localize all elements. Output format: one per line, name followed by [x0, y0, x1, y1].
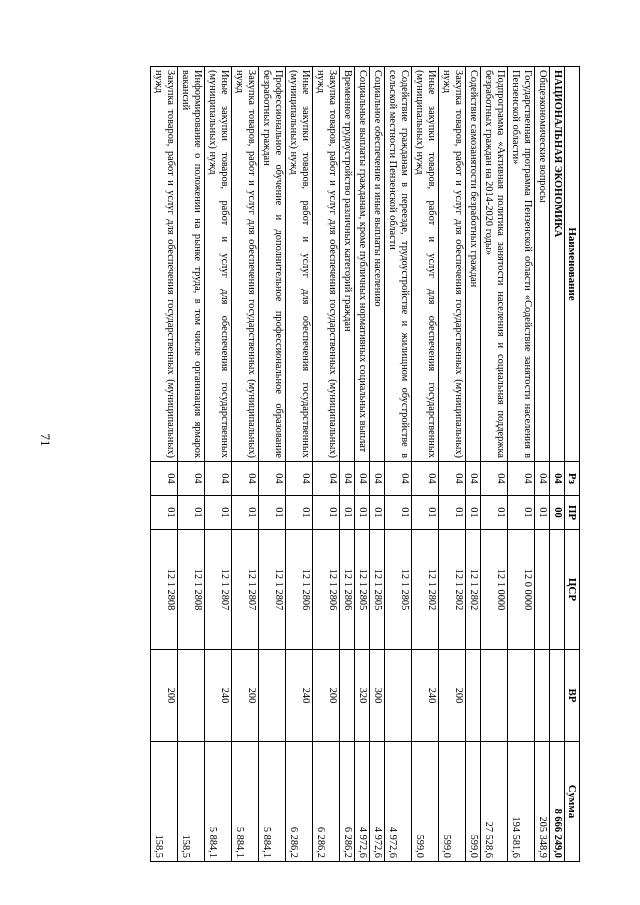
cell-pr: 00 — [550, 496, 565, 530]
cell-pr: 01 — [313, 496, 340, 530]
cell-vr — [550, 650, 565, 742]
header-vr: ВР — [565, 650, 580, 742]
header-pr: ПР — [565, 496, 580, 530]
cell-sum: 194 581,6 — [508, 742, 535, 862]
cell-vr: 240 — [205, 650, 232, 742]
cell-csr: 12 1 2806 — [313, 530, 340, 650]
cell-csr: 12 1 2802 — [412, 530, 439, 650]
table-row — [340, 67, 355, 862]
cell-csr: 12 1 2805 — [355, 530, 370, 650]
cell-rz: 04 — [466, 462, 481, 496]
cell-csr: 12 1 2807 — [205, 530, 232, 650]
cell-pr: 01 — [412, 496, 439, 530]
cell-name: Государственная программа Пензенской области «Содействие занятости населения в Пензенской области» — [508, 67, 535, 462]
cell-name: Иные закупки товаров, работ и услуг для обеспечения государственных (муниципальных) нужд — [286, 67, 313, 462]
cell-vr: 320 — [355, 650, 370, 742]
cell-pr: 01 — [466, 496, 481, 530]
table-row — [259, 67, 286, 862]
cell-csr: 12 1 2807 — [232, 530, 259, 650]
cell-vr — [535, 650, 550, 742]
cell-csr: 12 1 0000 — [481, 530, 508, 650]
cell-csr: 12 1 2806 — [286, 530, 313, 650]
cell-rz: 04 — [340, 462, 355, 496]
cell-csr: 12 1 2807 — [259, 530, 286, 650]
cell-csr: 12 0 0000 — [508, 530, 535, 650]
cell-name: Социальные выплаты гражданам, кроме публичных нормативных социальных выплат — [355, 67, 370, 462]
cell-csr: 12 1 2805 — [385, 530, 412, 650]
cell-name: Иные закупки товаров, работ и услуг для обеспечения государственных (муниципальных) нужд — [412, 67, 439, 462]
cell-rz: 04 — [550, 462, 565, 496]
cell-csr: 12 1 2808 — [178, 530, 205, 650]
cell-rz: 04 — [385, 462, 412, 496]
cell-pr: 01 — [259, 496, 286, 530]
cell-rz: 04 — [151, 462, 178, 496]
cell-name: Закупка товаров, работ и услуг для обеспечения государственных (муниципальных) нужд — [313, 67, 340, 462]
cell-rz: 04 — [259, 462, 286, 496]
cell-pr: 01 — [481, 496, 508, 530]
cell-sum: 158,5 — [178, 742, 205, 862]
cell-name: Содействие самозанятости безработных граждан — [466, 67, 481, 462]
table-row — [151, 67, 178, 862]
cell-vr — [178, 650, 205, 742]
table-row — [385, 67, 412, 862]
cell-name: Временное трудоустройство различных категорий граждан — [340, 67, 355, 462]
table-row — [481, 67, 508, 862]
cell-rz: 04 — [439, 462, 466, 496]
cell-sum: 6 286,2 — [340, 742, 355, 862]
cell-rz: 04 — [508, 462, 535, 496]
cell-name: Содействие гражданам в переезде, трудоустройстве и жилищном обустройстве в сельской местности Пензенской области — [385, 67, 412, 462]
cell-rz: 04 — [232, 462, 259, 496]
cell-vr — [466, 650, 481, 742]
header-name: Наименование — [565, 67, 580, 462]
cell-pr: 01 — [508, 496, 535, 530]
cell-name: Иные закупки товаров, работ и услуг для обеспечения государственных (муниципальных) нужд — [205, 67, 232, 462]
cell-rz: 04 — [286, 462, 313, 496]
cell-pr: 01 — [370, 496, 385, 530]
table-row — [178, 67, 205, 862]
cell-vr: 240 — [286, 650, 313, 742]
cell-rz: 04 — [313, 462, 340, 496]
cell-rz: 04 — [481, 462, 508, 496]
cell-vr — [508, 650, 535, 742]
cell-pr: 01 — [232, 496, 259, 530]
cell-vr: 200 — [313, 650, 340, 742]
table-row — [355, 67, 370, 862]
cell-csr: 12 1 2808 — [151, 530, 178, 650]
budget-table — [150, 66, 580, 862]
cell-name: Общеэкономические вопросы — [535, 67, 550, 462]
table-row — [412, 67, 439, 862]
page-number: 71 — [38, 433, 53, 447]
cell-pr: 01 — [535, 496, 550, 530]
table-row — [508, 67, 535, 862]
cell-sum: 599,0 — [466, 742, 481, 862]
cell-sum: 4 972,6 — [385, 742, 412, 862]
cell-pr: 01 — [355, 496, 370, 530]
table-row — [439, 67, 466, 862]
cell-vr: 200 — [151, 650, 178, 742]
table-row — [535, 67, 550, 862]
cell-vr — [340, 650, 355, 742]
table-row — [370, 67, 385, 862]
cell-pr: 01 — [340, 496, 355, 530]
cell-pr: 01 — [151, 496, 178, 530]
table-row — [232, 67, 259, 862]
cell-sum: 205 348,9 — [535, 742, 550, 862]
cell-pr: 01 — [385, 496, 412, 530]
cell-name: Подпрограмма «Активная политика занятости населения и социальная поддержка безработных граждан на 2014-2020 годы» — [481, 67, 508, 462]
table-row — [466, 67, 481, 862]
cell-name: Закупка товаров, работ и услуг для обеспечения государственных (муниципальных) нужд — [151, 67, 178, 462]
cell-vr: 200 — [439, 650, 466, 742]
cell-sum: 27 528,6 — [481, 742, 508, 862]
cell-sum: 5 884,1 — [259, 742, 286, 862]
cell-vr: 200 — [232, 650, 259, 742]
cell-vr — [385, 650, 412, 742]
cell-csr: 12 1 2802 — [466, 530, 481, 650]
table-row — [286, 67, 313, 862]
cell-rz: 04 — [412, 462, 439, 496]
cell-name: Социальное обеспечение и иные выплаты населению — [370, 67, 385, 462]
cell-sum: 6 286,2 — [313, 742, 340, 862]
cell-csr: 12 1 2802 — [439, 530, 466, 650]
table-header-row — [565, 67, 580, 862]
cell-pr: 01 — [439, 496, 466, 530]
cell-csr: 12 1 2806 — [340, 530, 355, 650]
cell-csr — [535, 530, 550, 650]
cell-sum: 5 884,1 — [205, 742, 232, 862]
cell-pr: 01 — [286, 496, 313, 530]
cell-vr: 300 — [370, 650, 385, 742]
cell-vr — [481, 650, 508, 742]
cell-sum: 4 972,6 — [355, 742, 370, 862]
cell-pr: 01 — [205, 496, 232, 530]
cell-rz: 04 — [205, 462, 232, 496]
cell-sum: 158,5 — [151, 742, 178, 862]
cell-name: Профессиональное обучение и дополнительное профессиональное образование безработных граждан — [259, 67, 286, 462]
cell-rz: 04 — [178, 462, 205, 496]
cell-rz: 04 — [370, 462, 385, 496]
cell-sum: 6 286,2 — [286, 742, 313, 862]
cell-sum: 599,0 — [439, 742, 466, 862]
cell-rz: 04 — [535, 462, 550, 496]
cell-sum: 8 666 249,0 — [550, 742, 565, 862]
cell-sum: 5 884,1 — [232, 742, 259, 862]
cell-csr — [550, 530, 565, 650]
header-sum: Сумма — [565, 742, 580, 862]
cell-sum: 599,0 — [412, 742, 439, 862]
cell-name: Закупка товаров, работ и услуг для обеспечения государственных (муниципальных) нужд — [439, 67, 466, 462]
header-csr: ЦСР — [565, 530, 580, 650]
cell-rz: 04 — [355, 462, 370, 496]
cell-name: Информирование о положении на рынке труда, в том числе организация ярмарок вакансий — [178, 67, 205, 462]
cell-name: Закупка товаров, работ и услуг для обеспечения государственных (муниципальных) нужд — [232, 67, 259, 462]
cell-name: НАЦИОНАЛЬНАЯ ЭКОНОМИКА — [550, 67, 565, 462]
cell-csr: 12 1 2805 — [370, 530, 385, 650]
table-row — [550, 67, 565, 862]
cell-vr: 240 — [412, 650, 439, 742]
cell-vr — [259, 650, 286, 742]
header-rz: Рз — [565, 462, 580, 496]
table-row — [205, 67, 232, 862]
cell-pr: 01 — [178, 496, 205, 530]
table-row — [313, 67, 340, 862]
cell-sum: 4 972,6 — [370, 742, 385, 862]
rotated-table-container — [85, 66, 580, 861]
